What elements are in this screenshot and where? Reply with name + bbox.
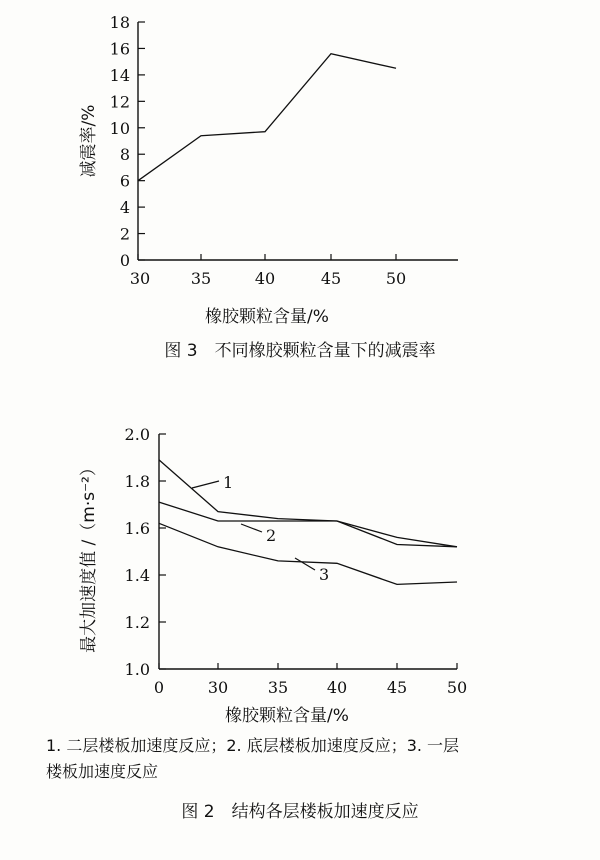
- fig2-y-tick-label: 1.2: [124, 613, 150, 632]
- fig2-x-tick-label: 30: [207, 678, 229, 697]
- fig3-y-tick-label: 0: [119, 251, 130, 270]
- fig2-y-tick-label: 1.6: [124, 519, 150, 538]
- fig2-y-tick-label: 1.4: [124, 566, 150, 585]
- fig3-y-tick-label: 16: [109, 39, 130, 59]
- fig2-y-axis-label: 最大加速度值 /（m·s⁻²）: [79, 459, 99, 653]
- fig2-series-2-leader: [241, 524, 262, 532]
- fig2-x-tick-label: 45: [386, 678, 408, 697]
- fig3-caption: 图 3 不同橡胶颗粒含量下的减震率: [164, 341, 436, 361]
- fig2-x-tick-label: 50: [446, 678, 468, 697]
- fig2-x-tick-label: 0: [153, 678, 165, 697]
- fig2-y-tick-label: 1.8: [124, 472, 150, 491]
- fig3-x-tick-label: 35: [190, 269, 212, 288]
- fig3-y-axis-label: 减震率/%: [79, 104, 99, 178]
- fig2-legend-line2: 楼板加速度反应: [46, 762, 159, 781]
- fig3-y-tick-label: 6: [119, 171, 130, 191]
- fig3-x-axis-label: 橡胶颗粒含量/%: [205, 307, 329, 327]
- fig2-x-tick-label: 40: [326, 678, 348, 697]
- fig2-legend-line1: 1. 二层楼板加速度反应；2. 底层楼板加速度反应；3. 一层: [46, 736, 460, 755]
- fig3-y-tick-label: 14: [109, 65, 130, 85]
- fig2-x-tick-label: 35: [267, 678, 289, 697]
- fig2-caption: 图 2 结构各层楼板加速度反应: [181, 802, 419, 822]
- fig2-series-1-leader: [192, 481, 219, 488]
- fig2-series-1-line: [159, 460, 457, 547]
- fig3-y-tick-label: 2: [119, 224, 130, 244]
- fig2-y-tick-label: 1.0: [124, 660, 150, 679]
- fig2-series-3-leader: [295, 558, 315, 570]
- fig3-x-tick-label: 40: [254, 269, 276, 288]
- fig2-series-3-label: 3: [319, 565, 330, 584]
- fig3-y-tick-label: 4: [119, 198, 130, 218]
- fig3-x-tick-label: 45: [320, 269, 342, 288]
- fig2-x-axis-label: 橡胶颗粒含量/%: [225, 706, 349, 726]
- fig2-series-2-label: 2: [266, 526, 277, 545]
- fig2-y-tick-label: 2.0: [124, 425, 150, 444]
- fig3-x-tick-label: 30: [129, 269, 151, 288]
- fig3-y-tick-label: 8: [119, 145, 130, 165]
- fig3-y-tick-label: 10: [109, 118, 130, 138]
- fig3-x-tick-label: 50: [385, 269, 407, 288]
- fig2-series-1-label: 1: [223, 473, 234, 492]
- fig3-y-tick-label: 18: [109, 13, 130, 32]
- fig3-series-line: [138, 54, 396, 181]
- fig3-y-tick-label: 12: [109, 92, 130, 112]
- fig2-series-3-line: [159, 523, 457, 584]
